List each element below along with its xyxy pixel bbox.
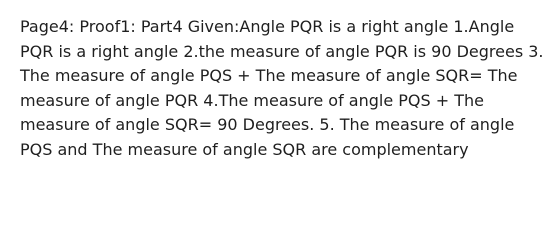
proof-text: Page4: Proof1: Part4 Given:Angle PQR is a right angle 1.Angle PQR is a right angle 2.the measure of angle PQR is 90 Degrees 3. The measure of angle PQS + The measure of angle SQR= The measure of angle PQR 4.The measure of angle PQS + The measure of angle SQR= 90 Degrees. 5. The measure of angle PQS and The measure of angle SQR are complementary (20, 17, 544, 159)
